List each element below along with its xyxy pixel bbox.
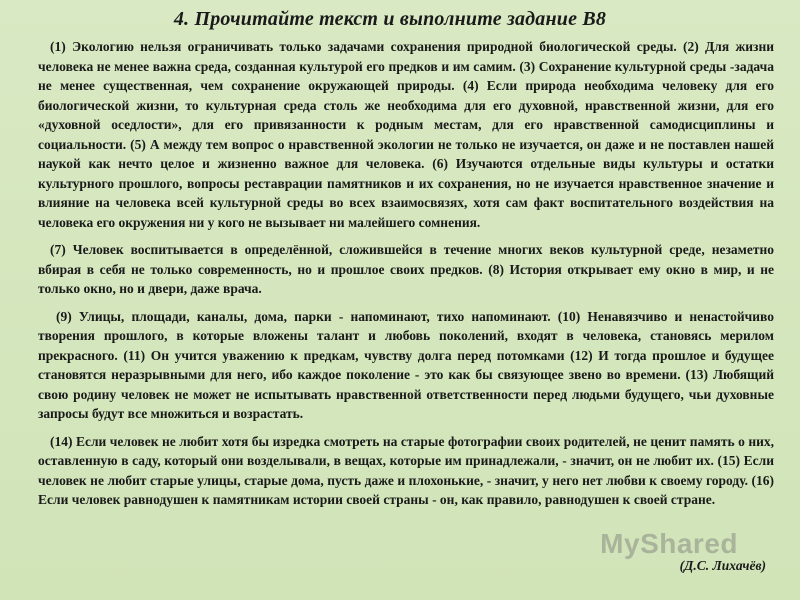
watermark-logo: MyShared	[600, 528, 738, 559]
paragraph-2: (7) Человек воспитывается в определённой, сложившейся в течение многих веков культурной среде, незаметно вбирая в себя не только современность, но и прошлое своих предков. (8) История открывает ему окно в мир, и не только окно, но и двери, даже врача.	[38, 242, 774, 296]
author-signature: (Д.С. Лихачёв)	[679, 558, 766, 573]
paragraph-4: (14) Если человек не любит хотя бы изредка смотреть на старые фотографии своих родителей, не ценит память о них, оставленную в саду, который они возделывали, в вещах, которые им принадлежали, - значит, он не любит их. (15) Если человек не любит старые улицы, старые дома, пусть даже и плохонькие, - значит, у него нет любви к своему городу. (16) Если человек равнодушен к памятникам истории своей страны - он, как правило, равнодушен к своей стране.	[38, 433, 774, 507]
page-title: 4. Прочитайте текст и выполните задание В8	[173, 8, 607, 30]
paragraph-3: (9) Улицы, площади, каналы, дома, парки - напоминают, тихо напоминают. (10) Ненавязчиво и ненастойчиво творения прошлого, в которые вложены талант и любовь поколений, входят в человека, становясь мерилом прекрасного. (11) Он учится уважению к предкам, чувству долга перед потомками (12) И тогда прошлое и будущее становятся неразрывными для него, ибо каждое поколение - это как бы связующее звено во времени. (13) Любящий свою родину человек не может не испытывать нравственной ответственности перед людьми будущего, чьи духовные запросы будут все множиться и возрастать.	[38, 308, 774, 421]
paragraph-1: (1) Экологию нельзя ограничивать только задачами сохранения природной биологической среды. (2) Для жизни человека не менее важна среда, созданная культурой его предков и им самим. (3) Сохранение культурной среды -задача не менее существенная, чем сохранение окружающей природы. (4) Если природа необходима человеку для его биологической жизни, то культурная среда столь же необходима для его духовной, нравственной жизни, для его «духовной оседлости», для его привязанности к родным местам, для его нравственной самодисциплины и социальности. (5) А между тем вопрос о нравственной экологии не только не изучается, он даже и не поставлен нашей наукой как нечто целое и жизненно важное для человека. (6) Изучаются отдельные виды культуры и остатки культурного прошлого, вопросы реставрации памятников и их сохранения, но не изучается нравственное значение и влияние на человека всей культурной среды во всех взаимосвязях, хотя сам факт воспитательного воздействия на человека его окружения ни у кого не вызывает ни малейшего сомнения.	[38, 39, 774, 230]
reading-text	[38, 37, 774, 518]
